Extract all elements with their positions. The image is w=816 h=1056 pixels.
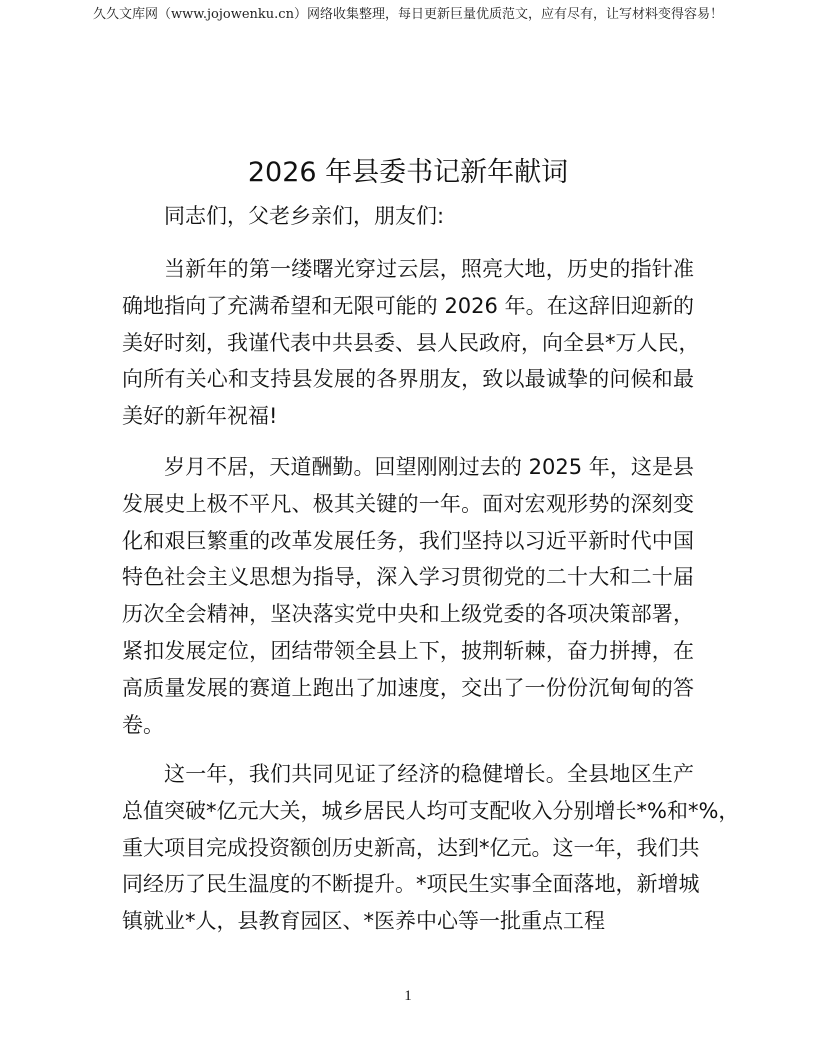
salutation-text: 同志们，父老乡亲们，朋友们: (164, 204, 445, 228)
paragraph-line: 重大项目完成投资额创历史新高，达到*亿元。这一年，我们共 (122, 835, 700, 860)
salutation (122, 198, 694, 235)
paragraph-line: 美好的新年祝福! (122, 404, 278, 429)
paragraph-line: 向所有关心和支持县发展的各界朋友，致以最诚挚的问候和最 (122, 367, 694, 392)
paragraph-line: 卷。 (122, 712, 164, 737)
paragraph-1 (122, 251, 700, 435)
paragraph-line: 紧扣发展定位，团结带领全县上下，披荆斩棘，奋力拼搏，在 (122, 638, 694, 663)
paragraph-line: 特色社会主义思想为指导，深入学习贯彻党的二十大和二十届 (122, 565, 694, 590)
paragraph-line: 同经历了民生温度的不断提升。*项民生实事全面落地，新增城 (122, 872, 700, 897)
paragraph-line: 化和艰巨繁重的改革发展任务，我们坚持以习近平新时代中国 (122, 528, 694, 553)
paragraph-line: 镇就业*人，县教育园区、*医养中心等一批重点工程 (122, 909, 605, 934)
paragraph-line: 总值突破*亿元大关，城乡居民人均可支配收入分别增长*%和*%， (122, 798, 740, 823)
paragraph-line: 美好时刻，我谨代表中共县委、县人民政府，向全县*万人民， (122, 330, 700, 355)
page-header-banner: 久久文库网（www.jojowenku.cn）网络收集整理，每日更新巨量优质范文，应有尽有，让写材料变得容易！ (93, 7, 723, 22)
paragraph-line: 这一年，我们共同见证了经济的稳健增长。全县地区生产 (164, 762, 694, 786)
paragraph-line: 确地指向了充满希望和无限可能的 2026 年。在这辞旧迎新的 (122, 293, 694, 318)
page-number: 1 (404, 988, 412, 1004)
document-title: 2026 年县委书记新年献词 (247, 157, 569, 188)
paragraph-line: 高质量发展的赛道上跑出了加速度，交出了一份份沉甸甸的答 (122, 675, 694, 700)
paragraph-line: 岁月不居，天道酬勤。回望刚刚过去的 2025 年，这是县 (164, 455, 694, 479)
paragraph-2 (122, 449, 694, 743)
paragraph-3 (122, 756, 740, 940)
paragraph-line: 当新年的第一缕曙光穿过云层，照亮大地，历史的指针准 (164, 257, 694, 281)
paragraph-line: 历次全会精神，坚决落实党中央和上级党委的各项决策部署， (122, 602, 694, 627)
paragraph-line: 发展史上极不平凡、极其关键的一年。面对宏观形势的深刻变 (122, 491, 694, 516)
